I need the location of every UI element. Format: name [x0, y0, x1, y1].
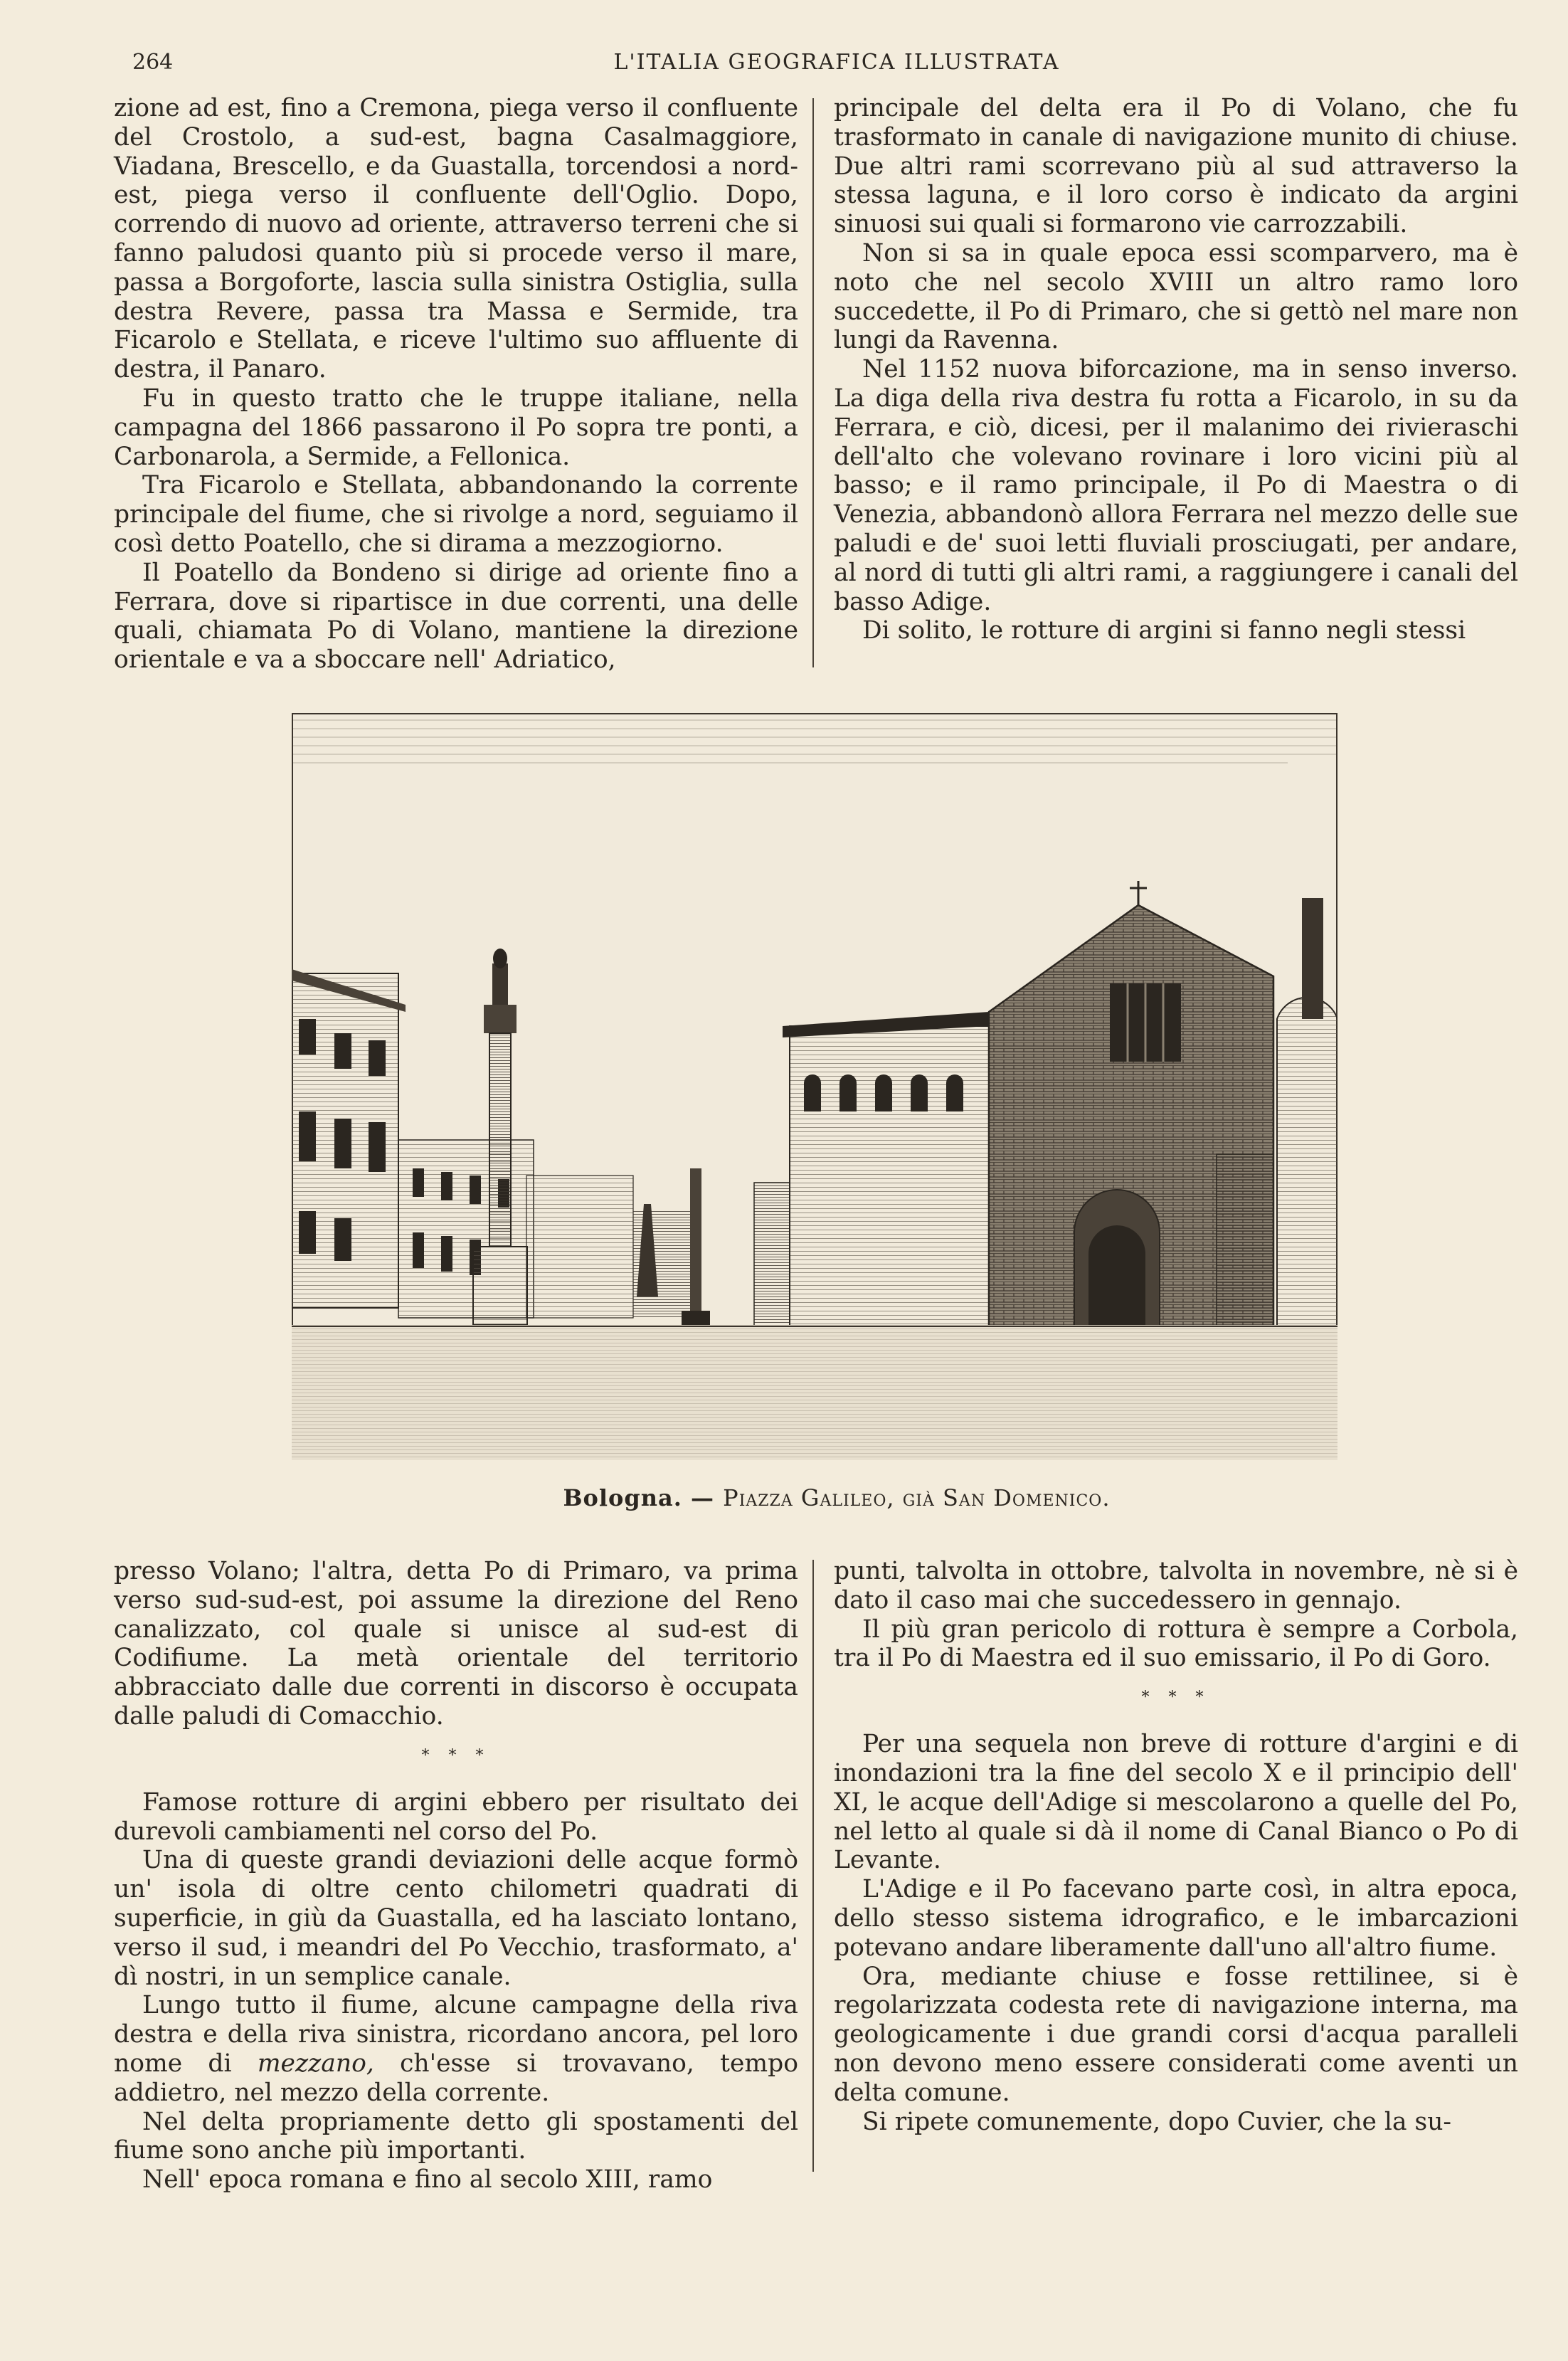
column-rule [812, 1560, 814, 2172]
paragraph: presso Volano; l'altra, detta Po di Primaro, va prima verso sud-sud-est, poi assume la direzione del Reno canalizzato, col quale si unisce al sud-est di Codifiume. La metà orientale del territorio abbracciato dalle due correnti in discorso è occupata dalle paludi di Comacchio. [114, 1557, 798, 1731]
caption-dash: — [691, 1484, 715, 1511]
paragraph: Tra Ficarolo e Stellata, abbandonando la corrente principale del fiume, che si rivolge a nord, seguiamo il così detto Poatello, che si dirama a mezzogiorno. [114, 471, 798, 558]
paragraph-text: Lungo tutto il fiume, alcune campagne della riva destra e della riva sinistra, ricordano ancora, pel loro nome di [114, 1991, 798, 2078]
bottom-right-column [834, 1557, 1518, 2136]
paragraph: Il Poatello da Bondeno si dirige ad oriente fino a Ferrara, dove si ripartisce in due correnti, una delle quali, chiamata Po di Volano, mantiene la direzione orientale e va a sboccare nell' Adriatico, [114, 558, 798, 675]
figure-caption [132, 1484, 1541, 1511]
paragraph: Una di queste grandi deviazioni delle acque formò un' isola di oltre cento chilometri quadrati di superficie, in giù da Guastalla, ed ha lasciato lontano, verso il sud, i meandri del Po Vecchio, trasformato, a' dì nostri, in un semplice canale. [114, 1846, 798, 1991]
bottom-left-column [114, 1557, 798, 2194]
paragraph: Il più gran pericolo di rottura è sempre a Corbola, tra il Po di Maestra ed il suo emissario, il Po di Goro. [834, 1615, 1518, 1673]
paragraph: principale del delta era il Po di Volano, che fu trasformato in canale di navigazione munito di chiuse. Due altri rami scorrevano più al sud attraverso la stessa laguna, e il loro corso è indicato da argini sinuosi sui quali si formarono vie carrozzabili. [834, 94, 1518, 239]
paragraph: Per una sequela non breve di rotture d'argini e di inondazioni tra la fine del secolo X e il principio dell' XI, le acque dell'Adige si mescolarono a quelle del Po, nel letto al quale si dà il nome di Canal Bianco o Po di Levante. [834, 1730, 1518, 1875]
paragraph: Ora, mediante chiuse e fosse rettilinee, si è regolarizzata codesta rete di navigazione interna, ma geologicamente i due grandi corsi d'acqua paralleli non devono meno essere considerati come aventi un delta comune. [834, 1962, 1518, 2107]
paragraph [114, 1991, 798, 2107]
running-title: L'ITALIA GEOGRAFICA ILLUSTRATA [613, 50, 1060, 75]
caption-title: Piazza Galileo, già San Domenico. [723, 1484, 1111, 1511]
paragraph: punti, talvolta in ottobre, talvolta in novembre, nè si è dato il caso mai che succedessero in gennajo. [834, 1557, 1518, 1615]
page-header [132, 50, 1541, 81]
paragraph: Di solito, le rotture di argini si fanno negli stessi [862, 616, 1466, 645]
arcade-building [754, 1012, 989, 1332]
engraving-illustration [292, 713, 1337, 1460]
paragraph: Nel delta propriamente detto gli spostamenti del fiume sono anche più importanti. [114, 2107, 798, 2165]
paragraph: Si ripete comunemente, dopo Cuvier, che la su- [862, 2107, 1452, 2136]
paragraph-text: ch'esse si trovavano, tempo addietro, nel mezzo della corrente. [114, 2049, 798, 2107]
column-rule [812, 98, 814, 667]
paragraph: Non si sa in quale epoca essi scomparvero, ma è noto che nel secolo XVIII un altro ramo loro succedette, il Po di Primaro, che si gettò nel mare non lungi da Ravenna. [834, 238, 1518, 355]
paragraph: Famose rotture di argini ebbero per risultato dei durevoli cambiamenti nel corso del Po. [114, 1787, 798, 1846]
section-break-asterisks: * * * [1141, 1689, 1211, 1707]
paragraph: Nell' epoca romana e fino al secolo XIII, ramo [142, 2165, 713, 2194]
paragraph: Fu in questo tratto che le truppe italiane, nella campagna del 1866 passarono il Po sopra tre ponti, a Carbonarola, a Sermide, a Fellonica. [114, 384, 798, 471]
paragraph: L'Adige e il Po facevano parte così, in altra epoca, dello stesso sistema idrografico, e le imbarcazioni potevano andare liberamente dall'uno all'altro fiume. [834, 1875, 1518, 1962]
page-number: 264 [132, 50, 174, 75]
caption-place: Bologna. [563, 1484, 682, 1511]
top-right-column [834, 94, 1518, 645]
paragraph: zione ad est, fino a Cremona, piega verso il confluente del Crostolo, a sud-est, bagna Casalmaggiore, Viadana, Brescello, e da Guastalla, torcendosi a nord-est, piega verso il confluente dell'Oglio. Dopo, correndo di nuovo ad oriente, attraverso terreni che si fanno paludosi quanto più si procede verso il mare, passa a Borgoforte, lascia sulla sinistra Ostiglia, sulla destra Revere, passa tra Massa e Sermide, tra Ficarolo e Stellata, e riceve l'ultimo suo affluente di destra, il Panaro. [114, 94, 798, 384]
italic-term: mezzano, [257, 2049, 374, 2078]
top-left-column [114, 94, 798, 675]
section-break-asterisks: * * * [421, 1746, 491, 1765]
paragraph: Nel 1152 nuova biforcazione, ma in senso inverso. La diga della riva destra fu rotta a Ficarolo, in su da Ferrara, e ciò, dicesi, per il malanimo dei rivieraschi dell'alto che volevano rovinare i loro vicini più al basso; e il ramo principale, il Po di Maestra o di Venezia, abbandonò allora Ferrara nel mezzo delle sue paludi e de' suoi letti fluviali prosciugati, per andare, al nord di tutti gli altri rami, a raggiungere i canali del basso Adige. [834, 355, 1518, 616]
